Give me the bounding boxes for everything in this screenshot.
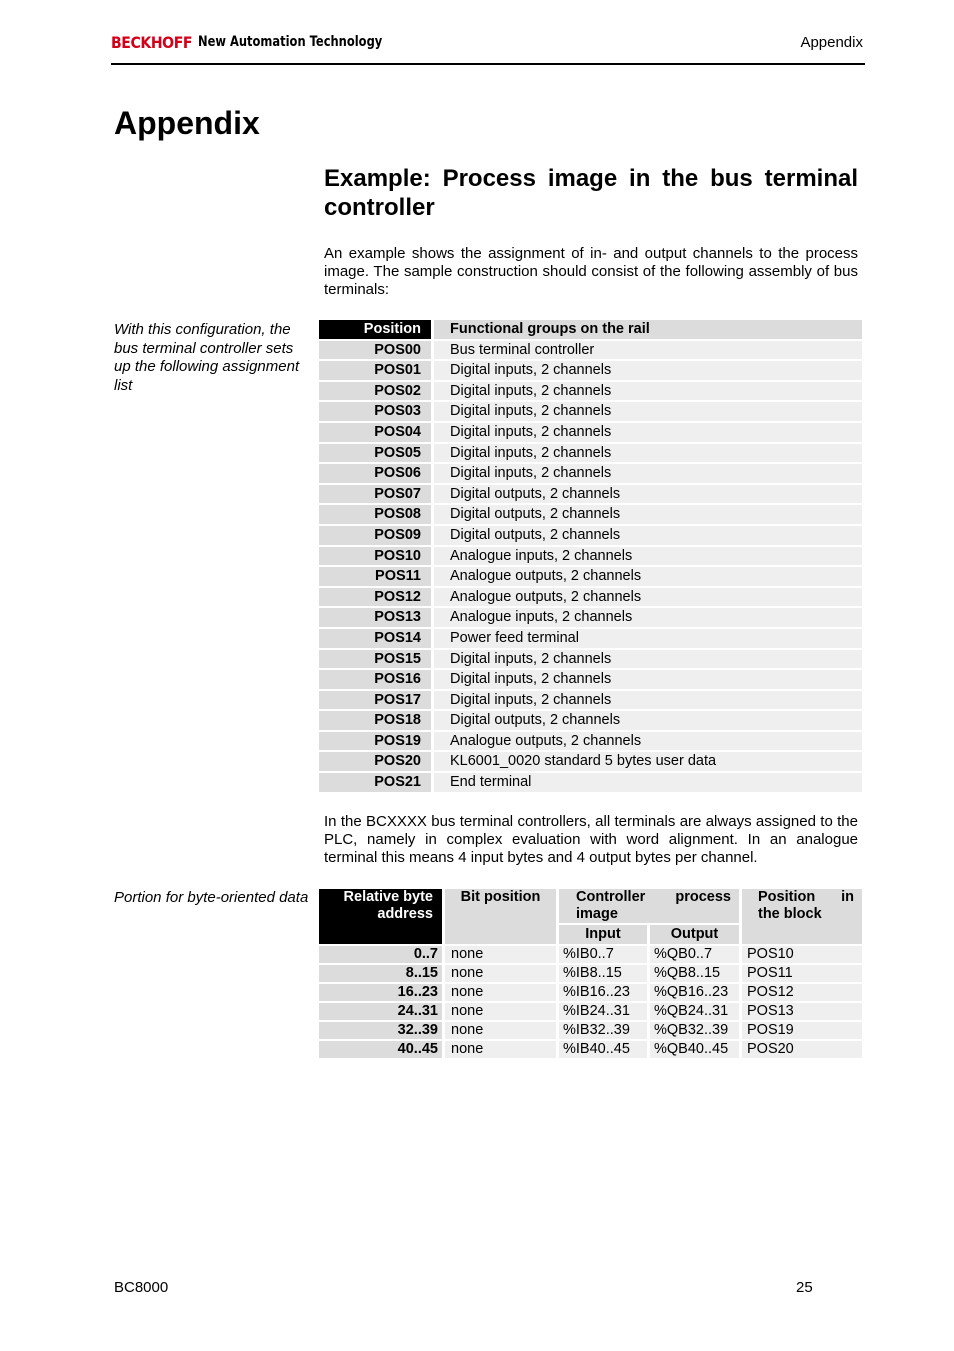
intro-paragraph: An example shows the assignment of in- and output channels to the process image. The sample construction should consist of the following assembly of bus terminals: bbox=[324, 245, 858, 298]
function-cell: Analogue outputs, 2 channels bbox=[434, 567, 862, 586]
header-bit-position: Bit position bbox=[445, 889, 556, 944]
output-cell: %QB16..23 bbox=[650, 984, 739, 1001]
function-cell: Digital inputs, 2 channels bbox=[434, 402, 862, 421]
function-cell: Digital inputs, 2 channels bbox=[434, 691, 862, 710]
block-position-cell: POS19 bbox=[742, 1022, 862, 1039]
byte-address-cell: 16..23 bbox=[319, 984, 442, 1001]
output-cell: %QB8..15 bbox=[650, 965, 739, 982]
table-row bbox=[319, 608, 862, 627]
position-cell: POS14 bbox=[319, 629, 431, 648]
header-text: image bbox=[576, 906, 618, 922]
position-cell: POS17 bbox=[319, 691, 431, 710]
header-position-in-block bbox=[742, 889, 862, 944]
header-text: in bbox=[841, 889, 854, 905]
position-cell: POS15 bbox=[319, 650, 431, 669]
beckhoff-logo bbox=[111, 33, 383, 52]
table-row bbox=[319, 444, 862, 463]
output-cell: %QB0..7 bbox=[650, 946, 739, 963]
bit-position-cell: none bbox=[445, 1022, 556, 1039]
position-cell: POS19 bbox=[319, 732, 431, 751]
bit-position-cell: none bbox=[445, 1041, 556, 1058]
function-cell: KL6001_0020 standard 5 bytes user data bbox=[434, 752, 862, 771]
header-text: process bbox=[675, 889, 731, 905]
position-cell: POS02 bbox=[319, 382, 431, 401]
table-row bbox=[319, 1022, 862, 1039]
page-title: Appendix bbox=[114, 105, 260, 141]
bit-position-cell: none bbox=[445, 1003, 556, 1020]
byte-address-cell: 32..39 bbox=[319, 1022, 442, 1039]
position-cell: POS20 bbox=[319, 752, 431, 771]
table-row bbox=[319, 588, 862, 607]
byte-address-cell: 24..31 bbox=[319, 1003, 442, 1020]
brand-tagline: New Automation Technology bbox=[198, 34, 383, 50]
header-section-title: Appendix bbox=[800, 34, 863, 51]
position-cell: POS05 bbox=[319, 444, 431, 463]
position-cell: POS11 bbox=[319, 567, 431, 586]
margin-note-byte-data: Portion for byte-oriented data bbox=[114, 889, 309, 906]
table-row bbox=[319, 547, 862, 566]
block-position-cell: POS13 bbox=[742, 1003, 862, 1020]
function-cell: Digital inputs, 2 channels bbox=[434, 361, 862, 380]
header-text: Controller bbox=[576, 889, 646, 905]
header-input: Input bbox=[559, 925, 647, 944]
table-row bbox=[319, 464, 862, 483]
position-cell: POS21 bbox=[319, 773, 431, 792]
byte-address-cell: 0..7 bbox=[319, 946, 442, 963]
table-row bbox=[319, 691, 862, 710]
position-cell: POS12 bbox=[319, 588, 431, 607]
function-cell: Digital outputs, 2 channels bbox=[434, 526, 862, 545]
block-position-cell: POS11 bbox=[742, 965, 862, 982]
table-row bbox=[319, 341, 862, 360]
table-row bbox=[319, 946, 862, 963]
position-cell: POS08 bbox=[319, 505, 431, 524]
header-relative-byte-address bbox=[319, 889, 442, 944]
position-cell: POS04 bbox=[319, 423, 431, 442]
bit-position-cell: none bbox=[445, 984, 556, 1001]
header-text: Relative byte bbox=[343, 889, 433, 905]
block-position-cell: POS12 bbox=[742, 984, 862, 1001]
function-cell: Analogue outputs, 2 channels bbox=[434, 732, 862, 751]
input-cell: %IB40..45 bbox=[559, 1041, 647, 1058]
position-cell: POS07 bbox=[319, 485, 431, 504]
header-controller-process-image bbox=[559, 889, 739, 923]
function-cell: Analogue outputs, 2 channels bbox=[434, 588, 862, 607]
table-row bbox=[319, 1041, 862, 1058]
function-cell: Digital inputs, 2 channels bbox=[434, 650, 862, 669]
table-row bbox=[319, 965, 862, 982]
table-row bbox=[319, 505, 862, 524]
output-cell: %QB32..39 bbox=[650, 1022, 739, 1039]
table-row bbox=[319, 732, 862, 751]
table-row bbox=[319, 423, 862, 442]
table-row bbox=[319, 629, 862, 648]
position-cell: POS09 bbox=[319, 526, 431, 545]
table-header-row bbox=[319, 320, 862, 339]
footer-product: BC8000 bbox=[114, 1279, 169, 1296]
input-cell: %IB16..23 bbox=[559, 984, 647, 1001]
function-cell: Digital outputs, 2 channels bbox=[434, 485, 862, 504]
function-cell: Power feed terminal bbox=[434, 629, 862, 648]
table-row bbox=[319, 752, 862, 771]
function-cell: Digital inputs, 2 channels bbox=[434, 444, 862, 463]
table-row bbox=[319, 567, 862, 586]
position-cell: POS18 bbox=[319, 711, 431, 730]
table-row bbox=[319, 526, 862, 545]
position-cell: POS10 bbox=[319, 547, 431, 566]
position-cell: POS16 bbox=[319, 670, 431, 689]
function-cell: Digital inputs, 2 channels bbox=[434, 423, 862, 442]
bit-position-cell: none bbox=[445, 946, 556, 963]
table-row bbox=[319, 650, 862, 669]
position-cell: POS00 bbox=[319, 341, 431, 360]
brand-name: BECKHOFF bbox=[111, 33, 193, 52]
function-cell: Analogue inputs, 2 channels bbox=[434, 547, 862, 566]
table-row bbox=[319, 773, 862, 792]
input-cell: %IB8..15 bbox=[559, 965, 647, 982]
table-row bbox=[319, 670, 862, 689]
table-row bbox=[319, 1003, 862, 1020]
function-cell: Bus terminal controller bbox=[434, 341, 862, 360]
input-cell: %IB24..31 bbox=[559, 1003, 647, 1020]
function-cell: Digital inputs, 2 channels bbox=[434, 464, 862, 483]
table-row bbox=[319, 402, 862, 421]
position-cell: POS03 bbox=[319, 402, 431, 421]
header-text: Position bbox=[758, 889, 816, 905]
position-cell: POS13 bbox=[319, 608, 431, 627]
byte-address-cell: 8..15 bbox=[319, 965, 442, 982]
header-text: the block bbox=[758, 906, 822, 922]
function-cell: Analogue inputs, 2 channels bbox=[434, 608, 862, 627]
margin-note-assignment: With this configuration, the bus terminal controller sets up the following assignment list bbox=[114, 321, 300, 394]
output-cell: %QB24..31 bbox=[650, 1003, 739, 1020]
section-heading: Example: Process image in the bus terminal controller bbox=[324, 165, 858, 221]
function-cell: End terminal bbox=[434, 773, 862, 792]
bit-position-cell: none bbox=[445, 965, 556, 982]
header-position: Position bbox=[319, 320, 431, 339]
byte-address-cell: 40..45 bbox=[319, 1041, 442, 1058]
input-cell: %IB0..7 bbox=[559, 946, 647, 963]
header-text: address bbox=[377, 906, 433, 922]
table-row bbox=[319, 984, 862, 1001]
function-cell: Digital outputs, 2 channels bbox=[434, 505, 862, 524]
header-output: Output bbox=[650, 925, 739, 944]
block-position-cell: POS10 bbox=[742, 946, 862, 963]
output-cell: %QB40..45 bbox=[650, 1041, 739, 1058]
function-cell: Digital inputs, 2 channels bbox=[434, 670, 862, 689]
alignment-paragraph: In the BCXXXX bus terminal controllers, all terminals are always assigned to the PLC, namely in complex evaluation with word alignment. In an analogue terminal this means 4 input bytes and 4 output bytes per channel. bbox=[324, 813, 858, 866]
table-row bbox=[319, 485, 862, 504]
header-functional-groups: Functional groups on the rail bbox=[434, 320, 862, 339]
table-row bbox=[319, 361, 862, 380]
function-cell: Digital outputs, 2 channels bbox=[434, 711, 862, 730]
footer-page-number: 25 bbox=[796, 1279, 813, 1296]
table-row bbox=[319, 382, 862, 401]
position-cell: POS01 bbox=[319, 361, 431, 380]
block-position-cell: POS20 bbox=[742, 1041, 862, 1058]
terminal-assembly-table bbox=[319, 320, 862, 794]
input-cell: %IB32..39 bbox=[559, 1022, 647, 1039]
page-header bbox=[111, 30, 865, 65]
table-row bbox=[319, 711, 862, 730]
function-cell: Digital inputs, 2 channels bbox=[434, 382, 862, 401]
position-cell: POS06 bbox=[319, 464, 431, 483]
